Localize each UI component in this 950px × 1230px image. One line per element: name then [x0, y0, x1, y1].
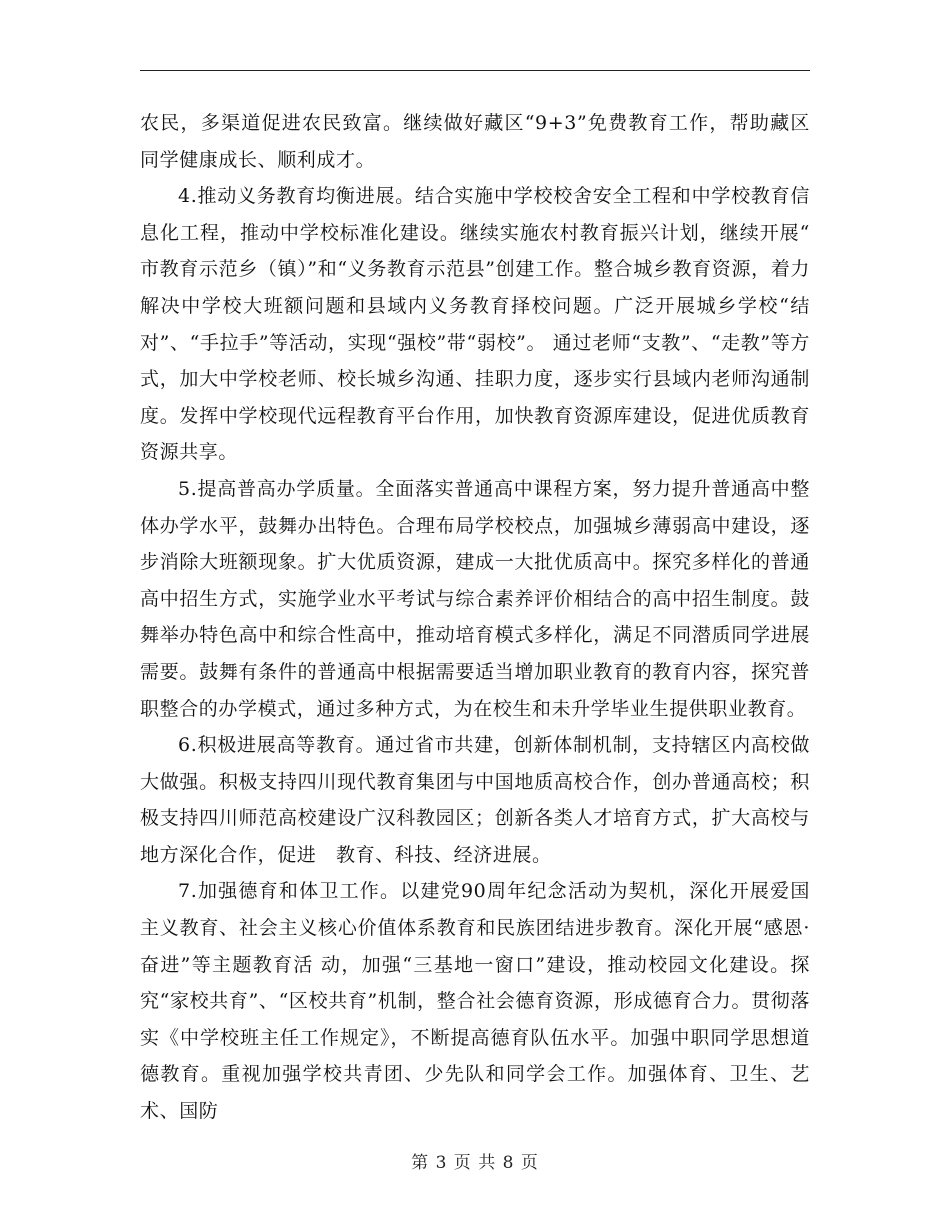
paragraph-7-moral-education: 7.加强德育和体卫工作。以建党90周年纪念活动为契机，深化开展爱国主义教育、社会主义核心价值体系教育和民族团结进步教育。深化开展“感恩·奋进”等主题教育活 动，加强“三基地一窗口”建设，推动校园文化建设。探究“家校共育”、“区校共育”机制，整合社会德育资源，形成德育合力。贯彻落实《中学校班主任工作规定》，不断提高德育队伍水平。加强中职同学思想道德教育。重视加强学校共青团、少先队和同学会工作。加强体育、卫生、艺术、国防	[140, 880, 810, 1123]
document-body	[140, 105, 830, 1130]
header-rule	[140, 70, 810, 71]
paragraph-6-higher-education: 6.积极进展高等教育。通过省市共建，创新体制机制，支持辖区内高校做大做强。积极支持四川现代教育集团与中国地质高校合作，创办普通高校；积极支持四川师范高校建设广汉科教园区；创新各类人才培育方式，扩大高校与地方深化合作，促进 教育、科技、经济进展。	[140, 734, 810, 866]
paragraph-continuation: 农民，多渠道促进农民致富。继续做好藏区“9+3”免费教育工作，帮助藏区同学健康成长、顺利成才。	[140, 112, 810, 171]
page-number-footer: 第 3 页 共 8 页	[411, 1153, 539, 1173]
paragraph-4-compulsory-education: 4.推动义务教育均衡进展。结合实施中学校校舍安全工程和中学校教育信息化工程，推动中学校标准化建设。继续实施农村教育振兴计划，继续开展“ 市教育示范乡（镇）”和“义务教育示范县”创建工作。整合城乡教育资源，着力解决中学校大班额问题和县域内义务教育择校问题。广泛开展城乡学校“结对”、“手拉手”等活动，实现“强校”带“弱校”。 通过老师“支教”、“走教”等方式，加大中学校老师、校长城乡沟通、挂职力度，逐步实行县域内老师沟通制度。发挥中学校现代远程教育平台作用，加快教育资源库建设，促进优质教育资源共享。	[140, 185, 830, 464]
paragraph-5-high-school-quality: 5.提高普高办学质量。全面落实普通高中课程方案，努力提升普通高中整体办学水平，鼓舞办出特色。合理布局学校校点，加强城乡薄弱高中建设，逐步消除大班额现象。扩大优质资源，建成一大批优质高中。探究多样化的普通高中招生方式，实施学业水平考试与综合素养评价相结合的高中招生制度。鼓舞举办特色高中和综合性高中，推动培育模式多样化，满足不同潜质同学进展需要。鼓舞有条件的普通高中根据需要适当增加职业教育的教育内容，探究普职整合的办学模式，通过多种方式，为在校生和未升学毕业生提供职业教育。	[140, 477, 810, 720]
